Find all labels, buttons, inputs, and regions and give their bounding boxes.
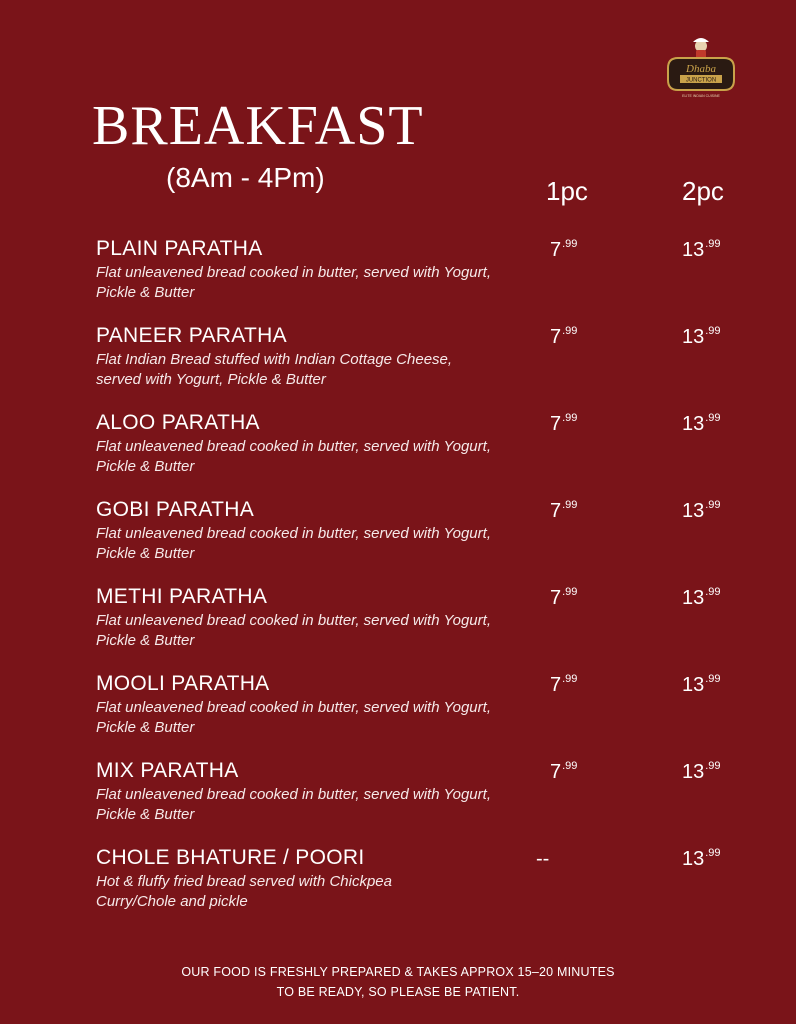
item-description: Flat Indian Bread stuffed with Indian Cottage Cheese, served with Yogurt, Pickle & Butter <box>96 351 453 388</box>
item-description: Flat unleavened bread cooked in butter, served with Yogurt, Pickle & Butter <box>96 699 491 736</box>
item-name: MIX PARATHA <box>96 759 239 782</box>
item-name: GOBI PARATHA <box>96 498 255 521</box>
preparation-notice <box>0 962 796 1002</box>
item-name: PLAIN PARATHA <box>96 237 263 260</box>
menu-item <box>0 499 796 579</box>
price-2pc: $13^{.99}$ <box>682 760 721 783</box>
item-name: PANEER PARATHA <box>96 324 287 347</box>
item-description: Flat unleavened bread cooked in butter, served with Yogurt, Pickle & Butter <box>96 786 491 823</box>
item-description: Flat unleavened bread cooked in butter, served with Yogurt, Pickle & Butter <box>96 525 491 562</box>
menu-item <box>0 586 796 666</box>
price-1pc: $7^{.99}$ <box>550 760 578 783</box>
item-name: ALOO PARATHA <box>96 411 260 434</box>
price-1pc: $7^{.99}$ <box>550 238 578 261</box>
price-1pc: $7^{.99}$ <box>550 412 578 435</box>
item-name: CHOLE BHATURE / POORI <box>96 846 365 869</box>
item-description: Flat unleavened bread cooked in butter, served with Yogurt, Pickle & Butter <box>96 438 491 475</box>
item-description: Flat unleavened bread cooked in butter, served with Yogurt, Pickle & Butter <box>96 612 491 649</box>
price-2pc: $13^{.99}$ <box>682 673 721 696</box>
menu-item <box>0 760 796 840</box>
menu-item <box>0 238 796 318</box>
price-1pc: -- <box>536 848 550 870</box>
item-name: MOOLI PARATHA <box>96 672 270 695</box>
price-2pc: $13^{.99}$ <box>682 412 721 435</box>
price-1pc: $7^{.99}$ <box>550 499 578 522</box>
column-header-2pc: 2pc <box>682 176 724 206</box>
menu-item <box>0 412 796 492</box>
price-1pc: $7^{.99}$ <box>550 586 578 609</box>
price-1pc: $7^{.99}$ <box>550 325 578 348</box>
price-2pc: $13^{.99}$ <box>682 847 721 870</box>
dhaba-junction-logo <box>662 38 740 100</box>
svg-text:JUNCTION: JUNCTION <box>685 77 717 84</box>
menu-item <box>0 325 796 405</box>
item-description: Flat unleavened bread cooked in butter, served with Yogurt, Pickle & Butter <box>96 264 491 301</box>
menu-item <box>0 673 796 753</box>
menu-item <box>0 847 796 927</box>
price-2pc: $13^{.99}$ <box>682 499 721 522</box>
item-description: Hot & fluffy fried bread served with Chickpea Curry/Chole and pickle <box>96 873 392 910</box>
notice-line-2: TO BE READY, SO PLEASE BE PATIENT. <box>276 985 520 999</box>
price-2pc: $13^{.99}$ <box>682 325 721 348</box>
price-2pc: $13^{.99}$ <box>682 238 721 261</box>
serving-hours: (8Am - 4Pm) <box>166 162 325 193</box>
svg-text:ELITE INDIAN CUISINE: ELITE INDIAN CUISINE <box>682 94 720 98</box>
price-2pc: $13^{.99}$ <box>682 586 721 609</box>
item-name: METHI PARATHA <box>96 585 268 608</box>
svg-text:Dhaba: Dhaba <box>686 63 716 75</box>
menu-title: BREAKFAST <box>92 95 424 157</box>
price-1pc: $7^{.99}$ <box>550 673 578 696</box>
notice-line-1: OUR FOOD IS FRESHLY PREPARED & TAKES APPROX 15–20 MINUTES <box>181 965 615 979</box>
column-header-1pc: 1pc <box>546 176 588 206</box>
